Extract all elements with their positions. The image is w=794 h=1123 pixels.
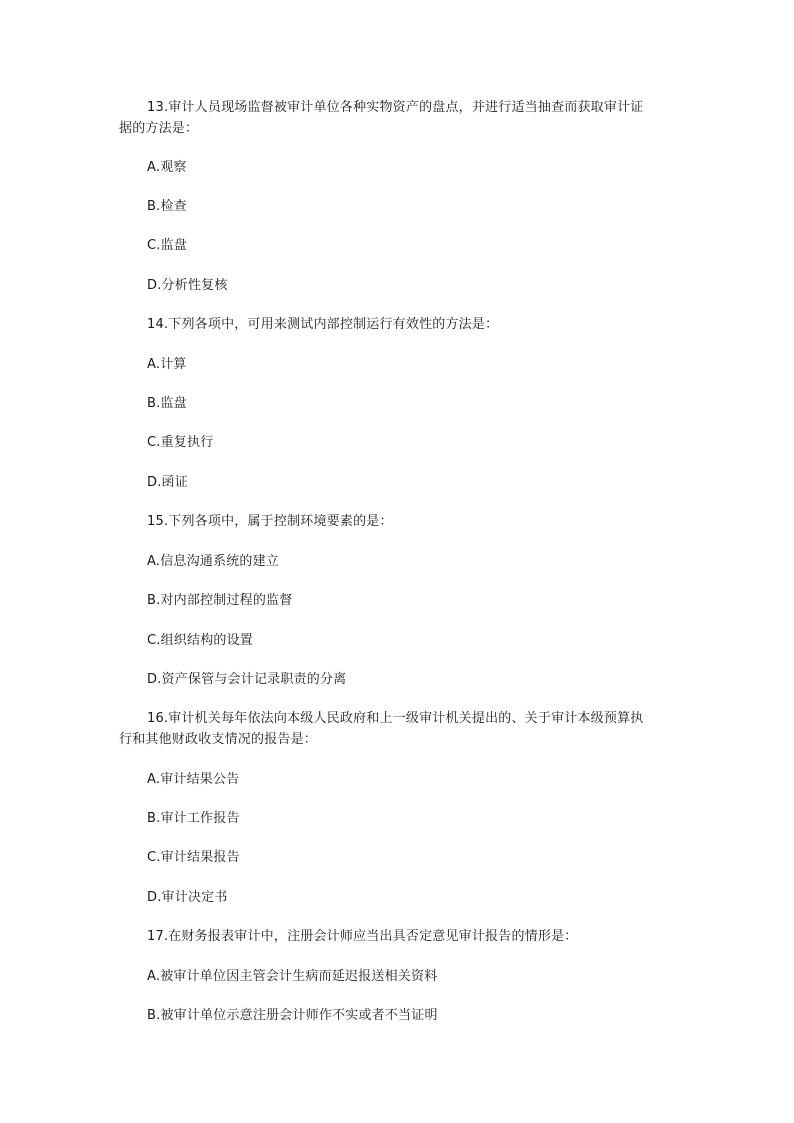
- question-15-option-d: D.资产保管与会计记录职责的分离: [147, 672, 347, 687]
- question-15-option-b: B.对内部控制过程的监督: [147, 593, 293, 608]
- question-13-option-c: C.监盘: [147, 238, 188, 253]
- question-13-option-b: B.检查: [147, 199, 187, 214]
- question-17-option-a: A.被审计单位因主管会计生病而延迟报送相关资料: [147, 969, 438, 984]
- question-13-option-a: A.观察: [147, 160, 187, 175]
- question-16-option-c: C.审计结果报告: [147, 850, 240, 865]
- question-15-stem-line-1: 15.下列各项中，属于控制环境要素的是：: [147, 514, 393, 529]
- question-14-option-b: B.监盘: [147, 396, 187, 411]
- question-15-option-a: A.信息沟通系统的建立: [147, 554, 279, 569]
- question-15-option-c: C.组织结构的设置: [147, 633, 254, 648]
- question-14-stem-line-1: 14.下列各项中，可用来测试内部控制运行有效性的方法是：: [147, 317, 499, 332]
- question-17-option-b: B.被审计单位示意注册会计师作不实或者不当证明: [147, 1008, 438, 1023]
- question-16-stem-line-1: 16.审计机关每年依法向本级人民政府和上一级审计机关提出的、关于审计本级预算执: [147, 711, 644, 726]
- question-13-option-d: D.分析性复核: [147, 278, 228, 293]
- question-14-option-d: D.函证: [147, 475, 188, 490]
- question-16-stem-line-2: 行和其他财政收支情况的报告是：: [119, 732, 318, 747]
- question-16-option-b: B.审计工作报告: [147, 811, 240, 826]
- question-17-stem-line-1: 17.在财务报表审计中，注册会计师应当出具否定意见审计报告的情形是：: [147, 929, 578, 944]
- question-16-option-a: A.审计结果公告: [147, 772, 240, 787]
- question-14-option-c: C.重复执行: [147, 435, 214, 450]
- question-16-option-d: D.审计决定书: [147, 890, 228, 905]
- question-13-stem-line-2: 据的方法是：: [119, 121, 199, 136]
- question-13-stem-line-1: 13.审计人员现场监督被审计单位各种实物资产的盘点，并进行适当抽查而获取审计证: [147, 100, 644, 115]
- question-14-option-a: A.计算: [147, 357, 187, 372]
